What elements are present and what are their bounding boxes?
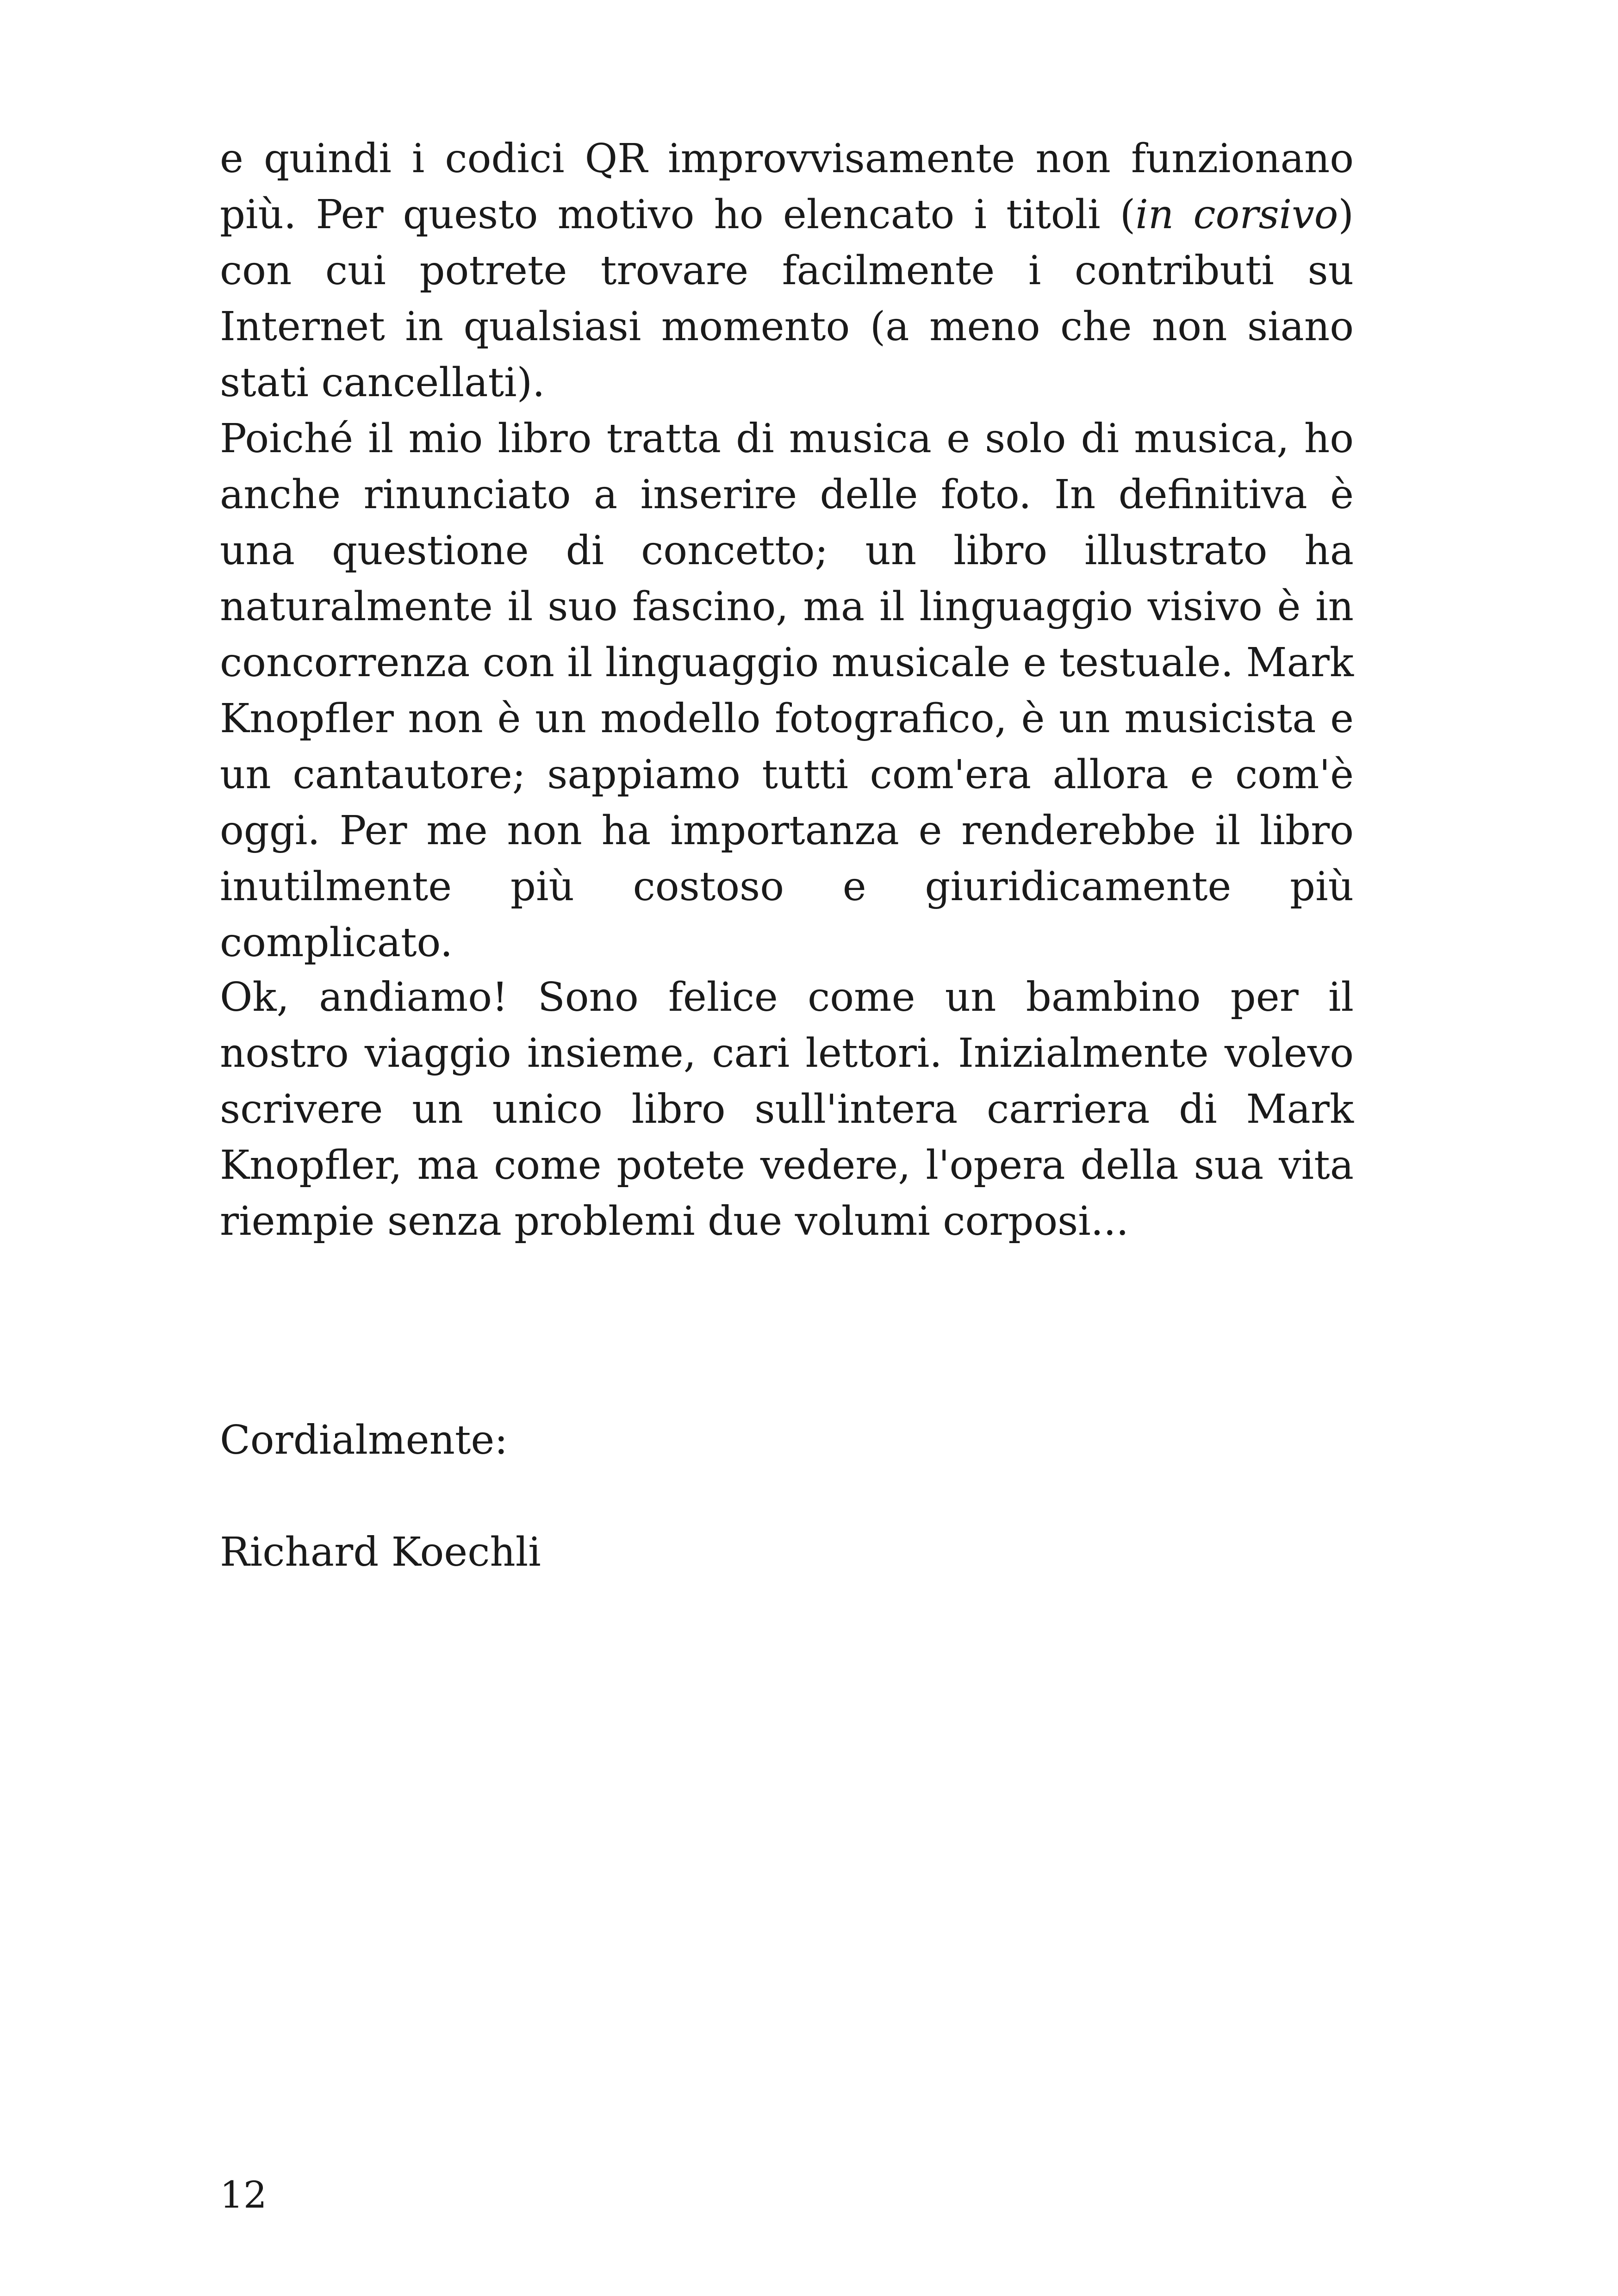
italic-term: in corsivo (1135, 192, 1338, 238)
paragraph-journey: Ok, andiamo! Sono felice come un bambino per il nostro viaggio insieme, cari lettori. Inizialmente volevo scrivere un unico libro sull'intera carriera di Mark Knopfler, ma come potete vedere, l'opera della sua vita riempie senza problemi due volumi corposi... (220, 974, 1354, 1244)
author-signature: Richard Koechli (220, 1529, 541, 1575)
paragraph-no-photos: Poiché il mio libro tratta di musica e solo di musica, ho anche rinunciato a inserire delle foto. In definitiva è una questione di concetto; un libro illustrato ha naturalmente il suo fascino, ma il linguaggio visivo è in concorrenza con il linguaggio musicale e testuale. Mark Knopfler non è un modello fotografico, è un musicista e un cantautore; sappiamo tutti com'era allora e com'è oggi. Per me non ha importanza e renderebbe il libro inutilmente più costoso e giuridicamente più complicato. (220, 416, 1354, 966)
paragraph-qr-codes (220, 131, 1354, 411)
paragraph-qr-codes-text-end: ) con cui potrete trovare facilmente i contributi su Internet in qualsiasi momento (a meno che non siano stati cancellati). (220, 192, 1354, 406)
closing-salutation: Cordialmente: (220, 1417, 508, 1463)
paragraph-qr-codes-text-start: e quindi i codici QR improvvisamente non funzionano più. Per questo motivo ho elencato i titoli ( (220, 136, 1354, 238)
page-number: 12 (220, 2173, 267, 2216)
